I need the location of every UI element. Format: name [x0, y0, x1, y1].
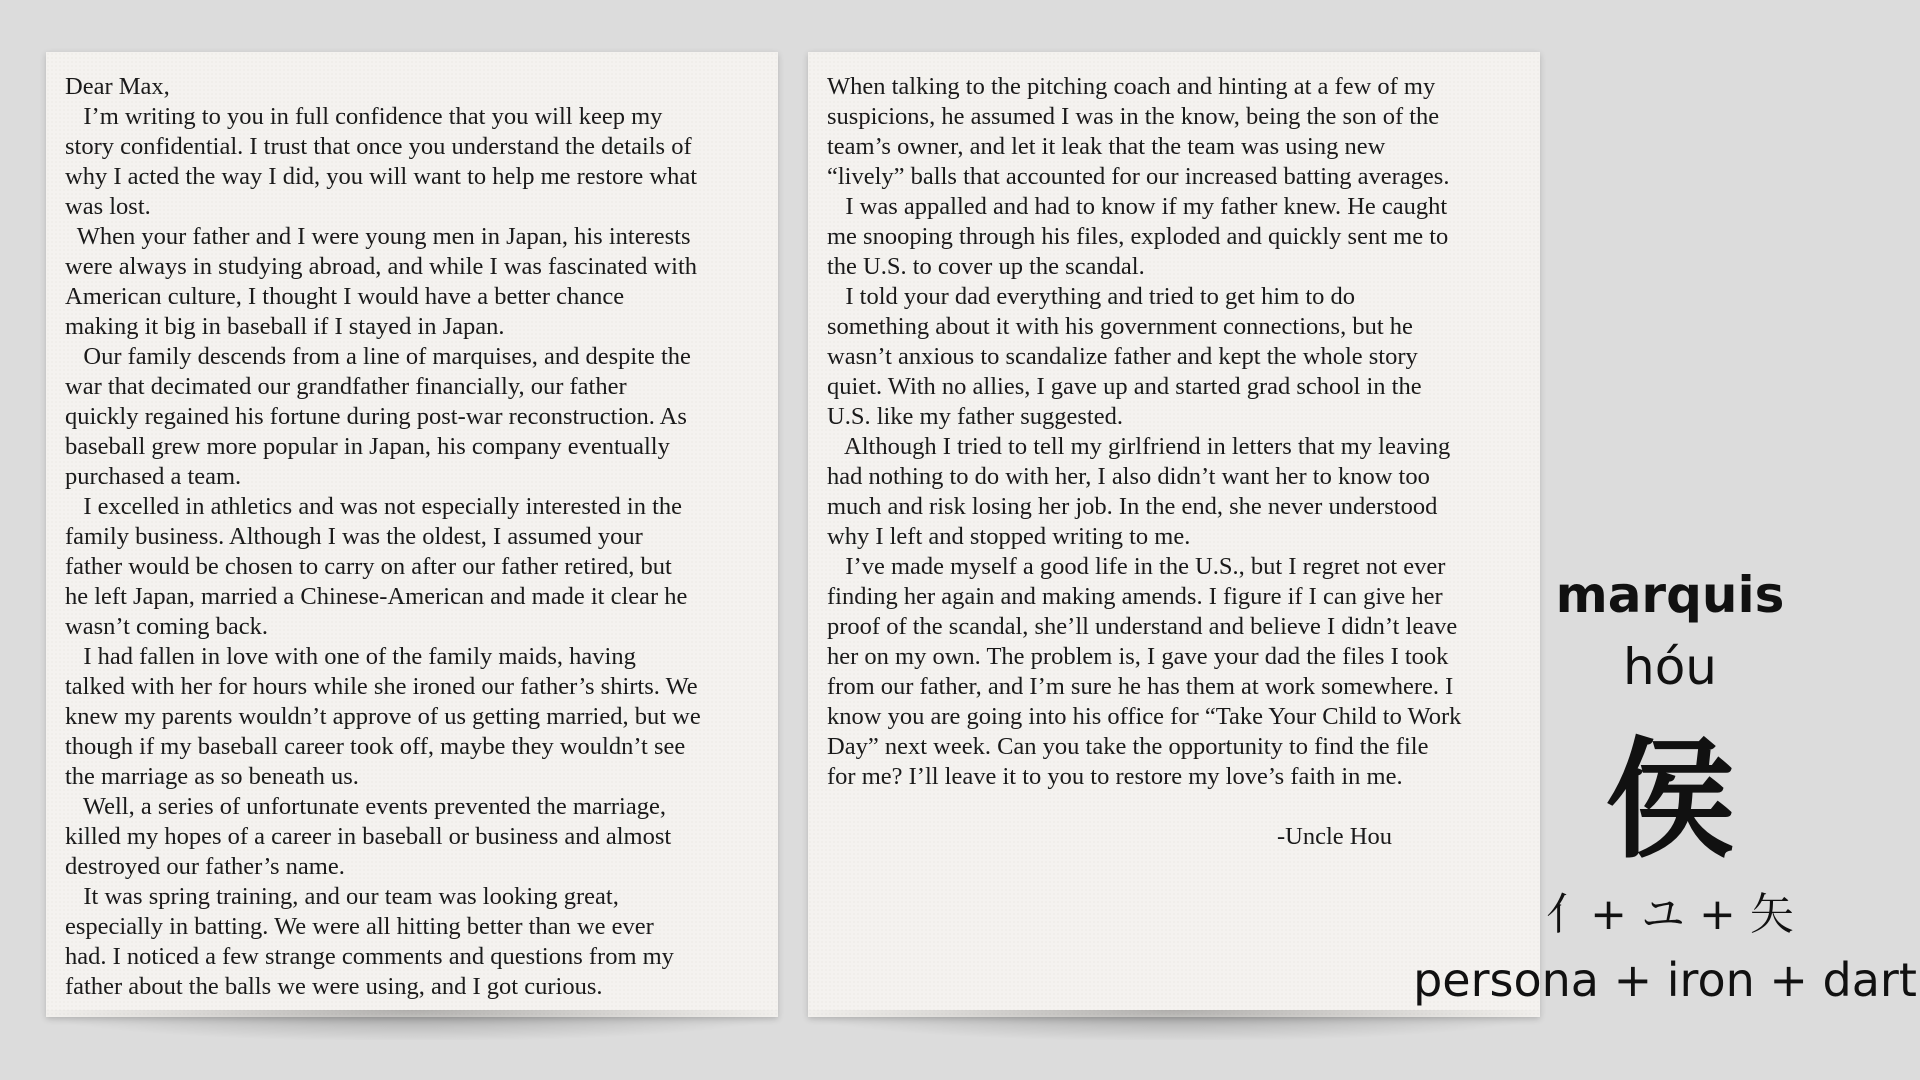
letter-line: from our father, and I’m sure he has them at work somewhere. I — [827, 673, 1454, 700]
letter-line: I had fallen in love with one of the family maids, having — [65, 643, 636, 670]
letter-line: wasn’t coming back. — [65, 613, 268, 640]
letter-line: American culture, I thought I would have a better chance — [65, 283, 625, 310]
page-shadow-right — [808, 1010, 1540, 1040]
letter-line: I was appalled and had to know if my father knew. He caught — [827, 193, 1448, 220]
letter-line: “lively” balls that accounted for our increased batting averages. — [827, 163, 1450, 190]
letter-line: family business. Although I was the oldest, I assumed your — [65, 523, 643, 550]
letter-line: I excelled in athletics and was not especially interested in the — [65, 493, 683, 520]
letter-line: for me? I’ll leave it to you to restore my love’s faith in me. — [827, 763, 1403, 790]
letter-line: story confidential. I trust that once you understand the details of — [65, 133, 692, 160]
letter-line: had. I noticed a few strange comments and questions from my — [65, 943, 674, 970]
letter-line: I’m writing to you in full confidence that you will keep my — [65, 103, 663, 130]
letter-line: especially in batting. We were all hitting better than we ever — [65, 913, 654, 940]
letter-line: Dear Max, — [65, 73, 170, 100]
letter-line: I told your dad everything and tried to get him to do — [827, 283, 1356, 310]
letter-line: war that decimated our grandfather financially, our father — [65, 373, 627, 400]
vocab-character: 侯 — [1604, 724, 1735, 876]
letter-line: making it big in baseball if I stayed in Japan. — [65, 313, 505, 340]
letter-line: why I left and stopped writing to me. — [827, 523, 1191, 550]
letter-line: the marriage as so beneath us. — [65, 763, 359, 790]
letter-signature: -Uncle Hou — [1277, 823, 1392, 850]
letter-line: quickly regained his fortune during post-war reconstruction. As — [65, 403, 687, 430]
letter-line: When talking to the pitching coach and hinting at a few of my — [827, 73, 1436, 100]
letter-line: her on my own. The problem is, I gave your dad the files I took — [827, 643, 1449, 670]
letter-line: finding her again and making amends. I figure if I can give her — [827, 583, 1443, 610]
letter-line: me snooping through his files, exploded and quickly sent me to — [827, 223, 1449, 250]
letter-line: father would be chosen to carry on after our father retired, but — [65, 553, 672, 580]
letter-line: I’ve made myself a good life in the U.S., but I regret not ever — [827, 553, 1446, 580]
letter-line: the U.S. to cover up the scandal. — [827, 253, 1145, 280]
letter-line: purchased a team. — [65, 463, 242, 490]
letter-line: were always in studying abroad, and while I was fascinated with — [65, 253, 698, 280]
letter-line: why I acted the way I did, you will want to help me restore what — [65, 163, 698, 190]
page-shadow-left — [46, 1010, 778, 1040]
letter-line: he left Japan, married a Chinese-American and made it clear he — [65, 583, 688, 610]
letter-line: Although I tried to tell my girlfriend in letters that my leaving — [827, 433, 1451, 460]
letter-line: Day” next week. Can you take the opportunity to find the file — [827, 733, 1429, 760]
vocab-components: 亻+ ユ + 矢 — [1546, 889, 1794, 940]
letter-line: When your father and I were young men in Japan, his interests — [65, 223, 691, 250]
letter-line: killed my hopes of a career in baseball or business and almost — [65, 823, 672, 850]
letter-line: team’s owner, and let it leak that the team was using new — [827, 133, 1386, 160]
letter-page-left — [46, 52, 778, 1017]
letter-line: suspicions, he assumed I was in the know, being the son of the — [827, 103, 1440, 130]
letter-line: though if my baseball career took off, maybe they wouldn’t see — [65, 733, 686, 760]
letter-line: quiet. With no allies, I gave up and started grad school in the — [827, 373, 1422, 400]
letter-line: proof of the scandal, she’ll understand and believe I didn’t leave — [827, 613, 1458, 640]
letter-line: U.S. like my father suggested. — [827, 403, 1123, 430]
vocab-pinyin: hóu — [1623, 638, 1717, 696]
letter-line: It was spring training, and our team was looking great, — [65, 883, 619, 910]
letter-line: Well, a series of unfortunate events prevented the marriage, — [65, 793, 666, 820]
letter-line: father about the balls we were using, and I got curious. — [65, 973, 603, 1000]
letter-line: destroyed our father’s name. — [65, 853, 345, 880]
vocab-meaning: persona + iron + dart — [1413, 953, 1917, 1007]
letter-line: know you are going into his office for “Take Your Child to Work — [827, 703, 1462, 730]
letter-line: baseball grew more popular in Japan, his company eventually — [65, 433, 670, 460]
letter-line: talked with her for hours while she ironed our father’s shirts. We — [65, 673, 698, 700]
letter-line: knew my parents wouldn’t approve of us getting married, but we — [65, 703, 701, 730]
letter-line: Our family descends from a line of marquises, and despite the — [65, 343, 691, 370]
vocab-word: marquis — [1555, 566, 1785, 624]
letter-line: was lost. — [65, 193, 151, 220]
letter-line: had nothing to do with her, I also didn’t want her to know too — [827, 463, 1430, 490]
letter-line: wasn’t anxious to scandalize father and kept the whole story — [827, 343, 1418, 370]
letter-line: much and risk losing her job. In the end, she never understood — [827, 493, 1438, 520]
letter-line: something about it with his government connections, but he — [827, 313, 1413, 340]
